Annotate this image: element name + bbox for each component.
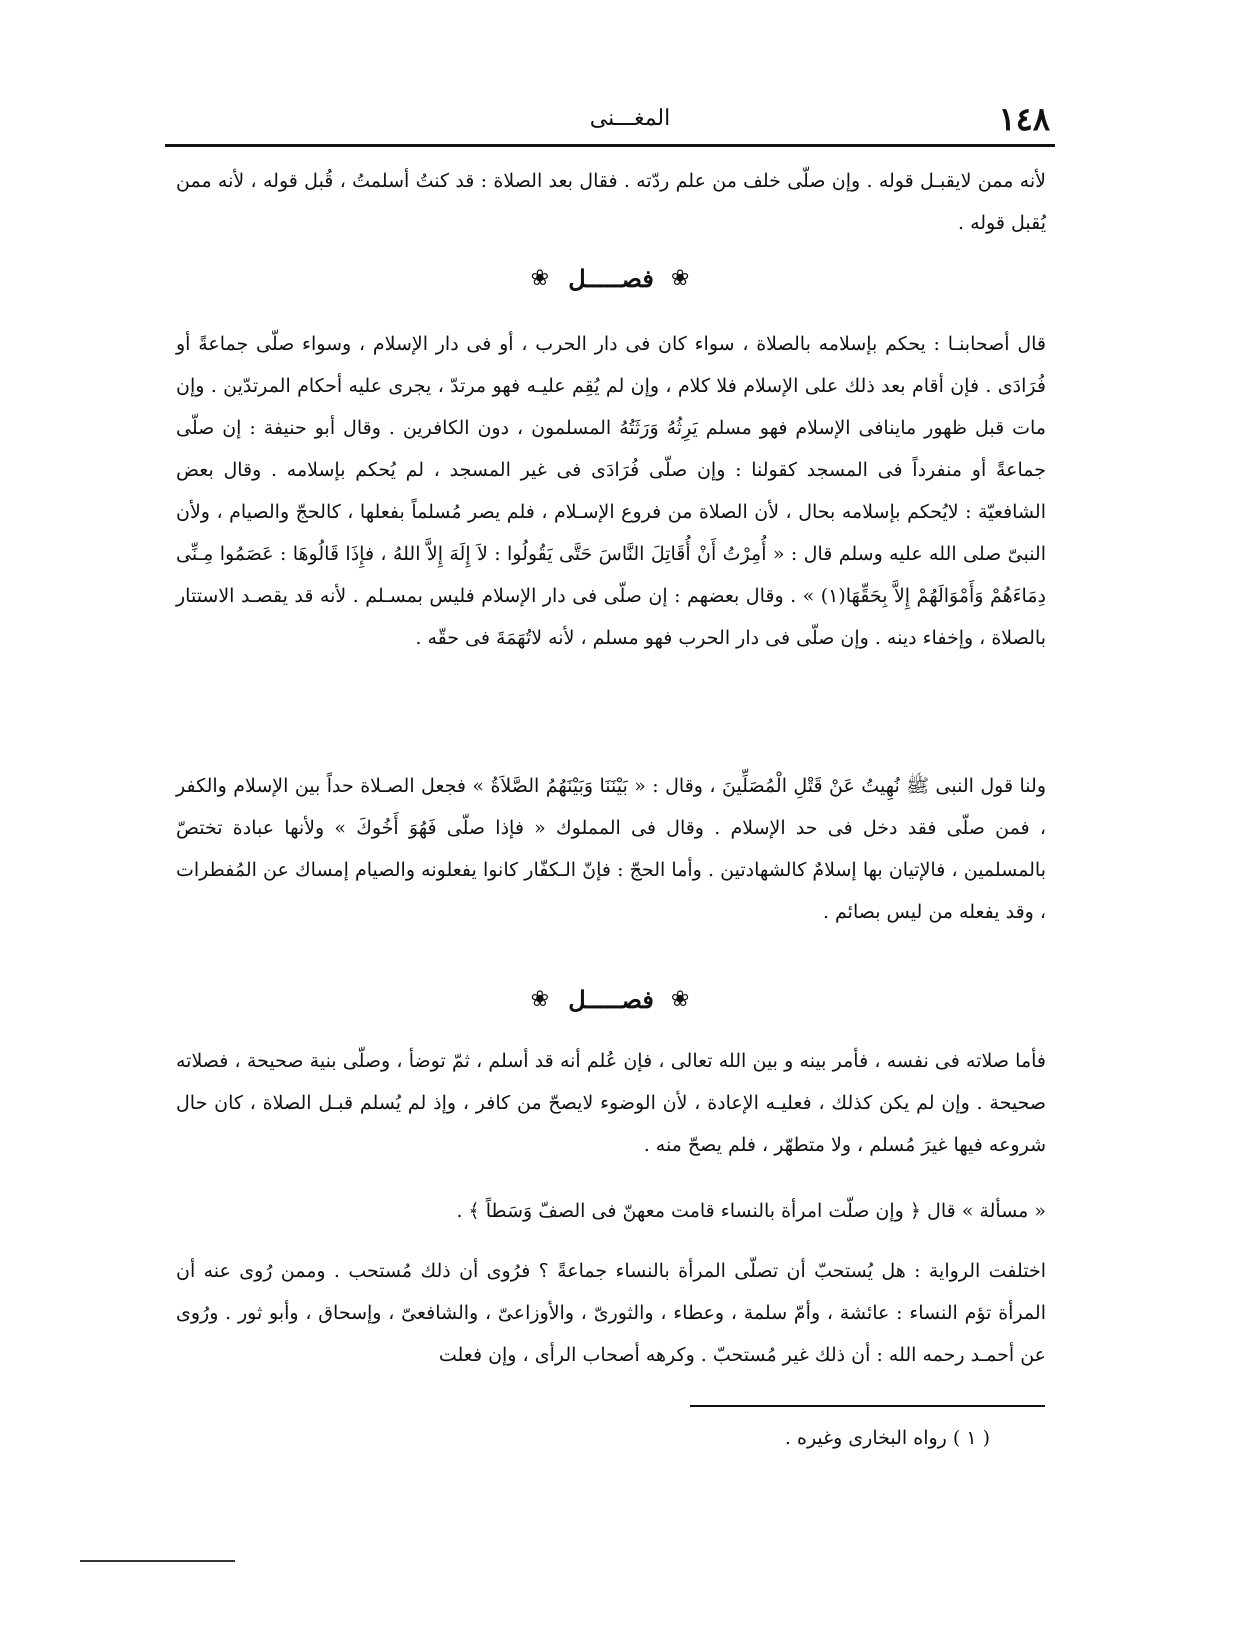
paragraph-continuation: لأنه ممن لايقبـل قوله . وإن صلّى خلف من علم ردّته . فقال بعد الصلاة : قد كنتُ أسلمتُ ، قُبل قوله ، لأنه ممن يُقبل قوله . xyxy=(176,170,1046,234)
paragraph: ولنا قول النبى ﷺ نُهِيتُ عَنْ قَتْلِ الْمُصَلِّينَ ، وقال : « بَيْنَنَا وَبَيْنَهُمُ الصَّلاَةُ » فجعل الصـلاة حداً بين الإسلام والكفر ، فمن صلّى فقد دخل فى حد الإسلام . وقال فى المملوك « فإذا صلّى فَهُوَ أَخُوكَ » ولأنها عبادة تختصّ بالمسلمين ، فالإتيان بها إسلامٌ كالشهادتين . وأما الحجّ : فإنّ الـكفّار كانوا يفعلونه والصيام إمساك عن المُفطرات ، وقد يفعله من ليس بصائم . xyxy=(176,775,1046,923)
section-heading-text: فصـــــل xyxy=(568,264,654,293)
paragraph: فأما صلاته فى نفسه ، فأمر بينه و بين الله تعالى ، فإن عُلم أنه قد أسلم ، ثمّ توضأ ، وصلّى بنية صحيحة ، فصلاته صحيحة . وإن لم يكن كذلك ، فعليـه الإعادة ، لأن الوضوء لايصحّ من كافر ، وإذ لم يُسلم قبـل الصلاة ، كان حال شروعه فيها غيرَ مُسلم ، ولا متطهّر ، فلم يصحّ منه . xyxy=(176,1050,1046,1156)
section-heading-fasl xyxy=(176,264,1046,304)
header-rule xyxy=(165,144,1055,147)
paragraph: اختلفت الرواية : هل يُستحبّ أن تصلّى المرأة بالنساء جماعةً ؟ فرُوى أن ذلك مُستحب . وممن رُوى عنه أن المرأة تؤم النساء : عائشة ، وأمّ سلمة ، وعطاء ، والثورىّ ، والأوزاعىّ ، والشافعىّ ، وإسحاق ، وأبو ثور . ورُوى عن أحمـد رحمه الله : أن ذلك غير مُستحبّ . وكرهه أصحاب الرأى ، وإن فعلت xyxy=(176,1260,1046,1366)
ornament-icon: ❀ xyxy=(670,266,692,291)
ornament-icon: ❀ xyxy=(530,266,552,291)
running-title: المغـــنى xyxy=(589,106,671,131)
bottom-rule xyxy=(80,1560,235,1562)
page-number: ١٤٨ xyxy=(998,100,1050,138)
section-heading-fasl xyxy=(176,985,1046,1025)
footnote: ( ١ ) رواه البخارى وغيره . xyxy=(784,1427,990,1449)
paragraph: قال أصحابنـا : يحكم بإسلامه بالصلاة ، سواء كان فى دار الحرب ، أو فى دار الإسلام ، وسواء صلّى جماعةً أو فُرَادَى . فإن أقام بعد ذلك على الإسلام فلا كلام ، وإن لم يُقِم عليـه فهو مرتدّ ، يجرى عليه أحكام المرتدّين . وإن مات قبل ظهور ماينافى الإسلام فهو مسلم يَرِثُهُ وَرَثَتُهُ المسلمون ، دون الكافرين . وقال أبو حنيفة : إن صلّى جماعةً أو منفرداً فى المسجد كقولنا : وإن صلّى فُرَادَى فى غير المسجد ، لم يُحكم بإسلامه . وقال بعض الشافعيّة : لايُحكم بإسلامه بحال ، لأن الصلاة من فروع الإسـلام ، فلم يصر مُسلماً بفعلها ، كالحجّ والصيام ، ولأن النبىّ صلى الله عليه وسلم قال : « أُمِرْتُ أَنْ أُقَاتِلَ النَّاسَ حَتَّى يَقُولُوا : لاَ إِلَهَ إِلاَّ اللهُ ، فإِذَا قَالُوهَا : عَصَمُوا مِـنِّى دِمَاءَهُمْ وَأَمْوَالَهُمْ إِلاَّ بِحَقِّهَا(١) » . وقال بعضهم : إن صلّى فى دار الإسلام فليس بمسـلم . لأنه قد يقصـد الاستتار بالصلاة ، وإخفاء دينه . وإن صلّى فى دار الحرب فهو مسلم ، لأنه لاتُهَمَةَ فى حقّه . xyxy=(176,333,1046,649)
ornament-icon: ❀ xyxy=(530,987,552,1012)
ornament-icon: ❀ xyxy=(670,987,692,1012)
masala-heading: « مسألة » قال ﴿ وإن صلّت امرأة بالنساء قامت معهنّ فى الصفّ وَسَطاً ﴾ . xyxy=(456,1200,1046,1222)
page-header xyxy=(170,100,1050,136)
section-heading-text: فصـــــل xyxy=(568,985,654,1014)
footnote-rule xyxy=(690,1405,1045,1407)
